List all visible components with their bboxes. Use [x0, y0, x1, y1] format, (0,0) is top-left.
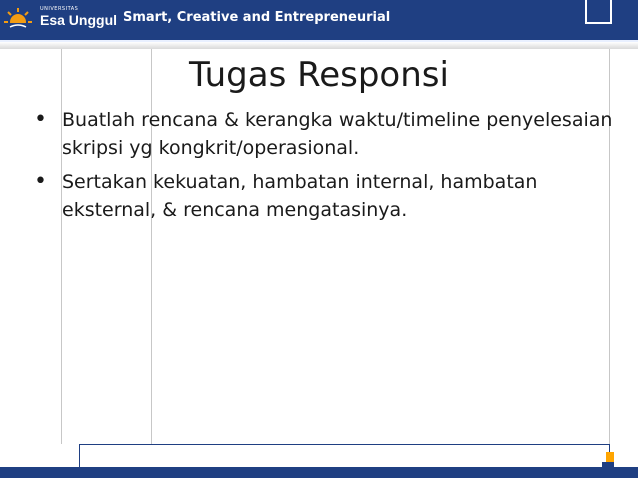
- footer-bar: [0, 467, 638, 478]
- header-corner-box: [585, 0, 612, 24]
- bullet-list: [34, 106, 614, 230]
- bullet-icon: •: [34, 107, 47, 132]
- sun-logo-icon: [4, 6, 36, 36]
- bullet-text: Sertakan kekuatan, hambatan internal, hambatan eksternal, & rencana mengatasinya.: [62, 171, 538, 221]
- header-bar: [0, 0, 638, 42]
- logo-small-label: UNIVERSITAS: [40, 6, 79, 12]
- header-tagline: Smart, Creative and Entrepreneurial: [123, 10, 391, 25]
- logo-name: Esa Unggul: [40, 12, 118, 28]
- slide-title: Tugas Responsi: [189, 55, 449, 95]
- header-stripe: [0, 42, 638, 49]
- bullet-item: [34, 168, 614, 224]
- bullet-text: Buatlah rencana & kerangka waktu/timeline penyelesaian skripsi yg kongkrit/operasional.: [62, 109, 613, 159]
- bullet-item: [34, 106, 614, 162]
- bullet-icon: •: [34, 169, 47, 194]
- university-logo: [4, 6, 118, 36]
